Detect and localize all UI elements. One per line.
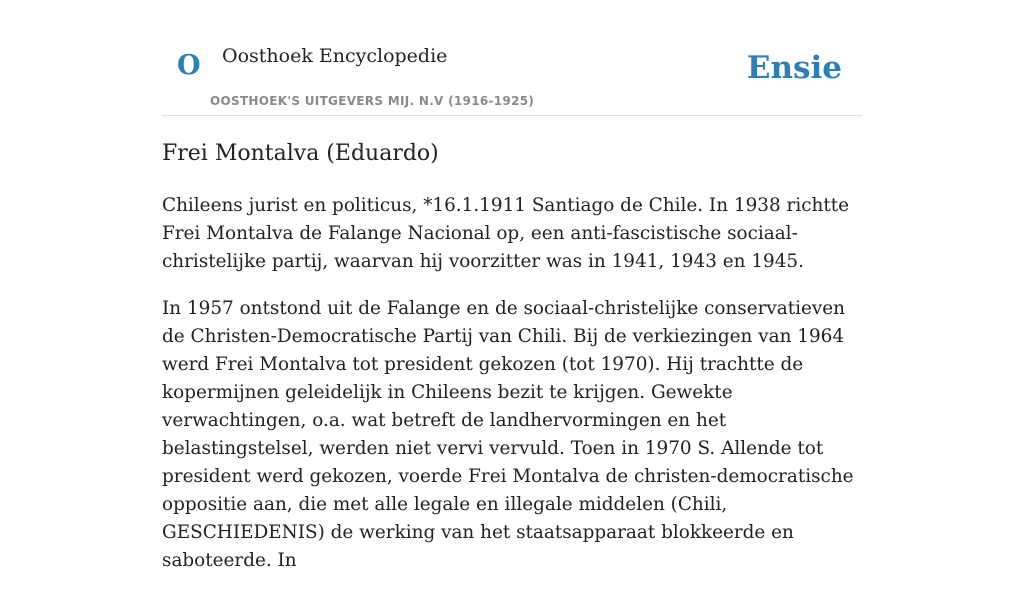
site-title[interactable]: Oosthoek Encyclopedie xyxy=(222,45,448,67)
article-paragraph: In 1957 ontstond uit de Falange en de sociaal-christelijke conservatieven de Christen-Democratische Partij van Chili. Bij de verkiezingen van 1964 werd Frei Montalva tot president gekozen (tot 1970). Hij trachtte de kopermijnen geleidelijk in Chileens bezit te krijgen. Gewekte verwachtingen, o.a. wat betreft de landhervormingen en het belastingstelsel, werden niet vervi vervuld. Toen in 1970 S. Allende tot president werd gekozen, voerde Frei Montalva de christen-democratische oppositie aan, die met alle legale en illegale middelen (Chili, GESCHIEDENIS) de werking van het staatsapparaat blokkeerde en saboteerde. In xyxy=(162,298,854,571)
article-title: Frei Montalva (Eduardo) xyxy=(162,141,439,166)
article-body xyxy=(162,192,862,594)
article-paragraph: Chileens jurist en politicus, *16.1.1911 Santiago de Chile. In 1938 richtte Frei Montalva de Falange Nacional op, een anti-fascistische sociaal-christelijke partij, waarvan hij voorzitter was in 1941, 1943 en 1945. xyxy=(162,195,850,272)
site-header xyxy=(162,0,862,116)
publisher-label: OOSTHOEK'S UITGEVERS MIJ. N.V (1916-1925) xyxy=(210,94,535,108)
site-logo[interactable]: O xyxy=(177,50,201,81)
ensie-brand-logo[interactable]: Ensie xyxy=(746,50,842,86)
